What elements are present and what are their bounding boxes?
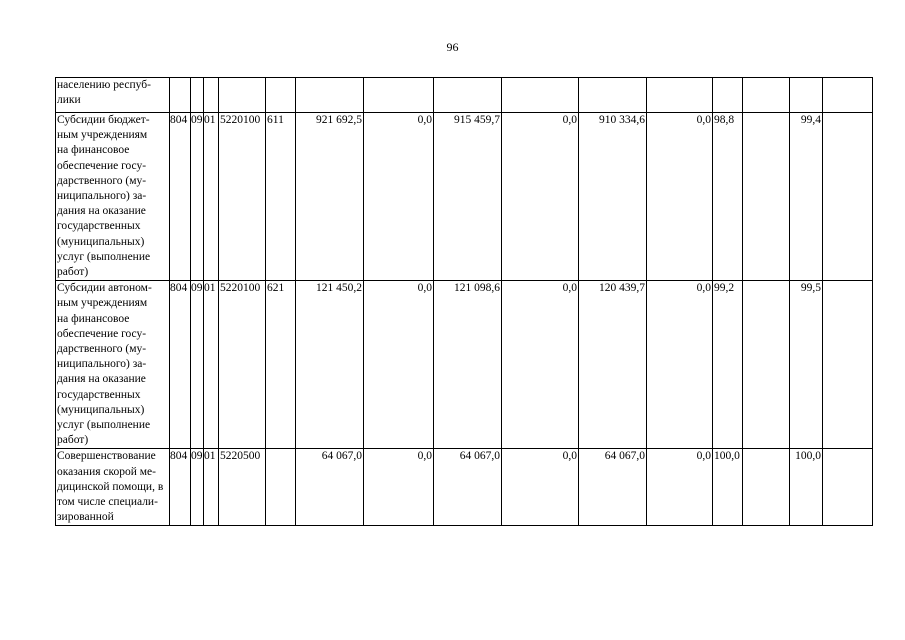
amount-actual-change-cell: 0,0 xyxy=(647,281,713,449)
amount-actual-cell: 910 334,6 xyxy=(579,113,647,281)
amount-actual-change-cell: 0,0 xyxy=(647,113,713,281)
percent-d-cell xyxy=(823,78,873,113)
table-row xyxy=(56,78,873,113)
amount-refined-change-cell xyxy=(502,78,579,113)
amount-plan-cell: 121 450,2 xyxy=(296,281,364,449)
amount-refined-change-cell: 0,0 xyxy=(502,449,579,526)
percent-b-cell xyxy=(743,281,790,449)
percent-c-cell: 100,0 xyxy=(790,449,823,526)
expense-type-code-cell: 611 xyxy=(266,113,296,281)
table-row xyxy=(56,281,873,449)
expense-type-code-cell: 621 xyxy=(266,281,296,449)
percent-a-cell: 99,2 xyxy=(713,281,743,449)
percent-d-cell xyxy=(823,113,873,281)
razdel-code-cell: 804 xyxy=(170,281,191,449)
amount-refined-change-cell: 0,0 xyxy=(502,113,579,281)
amount-actual-change-cell: 0,0 xyxy=(647,449,713,526)
percent-d-cell xyxy=(823,449,873,526)
amount-plan-cell xyxy=(296,78,364,113)
percent-b-cell xyxy=(743,113,790,281)
expense-type-code-cell xyxy=(266,78,296,113)
amount-plan-cell: 64 067,0 xyxy=(296,449,364,526)
sub-code-cell: 01 xyxy=(204,113,219,281)
podrazdel-code-cell: 09 xyxy=(191,281,204,449)
target-article-code-cell xyxy=(219,78,266,113)
percent-c-cell xyxy=(790,78,823,113)
target-article-code-cell: 5220500 xyxy=(219,449,266,526)
amount-plan-change-cell: 0,0 xyxy=(364,113,434,281)
razdel-code-cell: 804 xyxy=(170,449,191,526)
amount-refined-cell: 64 067,0 xyxy=(434,449,502,526)
budget-table xyxy=(55,77,873,526)
podrazdel-code-cell: 09 xyxy=(191,113,204,281)
target-article-code-cell: 5220100 xyxy=(219,281,266,449)
sub-code-cell: 01 xyxy=(204,281,219,449)
row-name-cell: Субсидии бюджет- ным учреждениям на финансовое обеспечение госу- дарственного (му- ниципального) за- дания на оказание государственных (муниципальных) услуг (выполнение работ) xyxy=(56,113,170,281)
amount-plan-cell: 921 692,5 xyxy=(296,113,364,281)
table-row xyxy=(56,449,873,526)
amount-actual-change-cell xyxy=(647,78,713,113)
amount-refined-cell: 915 459,7 xyxy=(434,113,502,281)
amount-actual-cell xyxy=(579,78,647,113)
percent-b-cell xyxy=(743,78,790,113)
row-name-cell: Субсидии автоном- ным учреждениям на финансовое обеспечение госу- дарственного (му- ниципального) за- дания на оказание государственных (муниципальных) услуг (выполнение работ) xyxy=(56,281,170,449)
razdel-code-cell: 804 xyxy=(170,113,191,281)
razdel-code-cell xyxy=(170,78,191,113)
podrazdel-code-cell xyxy=(191,78,204,113)
target-article-code-cell: 5220100 xyxy=(219,113,266,281)
amount-plan-change-cell: 0,0 xyxy=(364,449,434,526)
table-row xyxy=(56,113,873,281)
expense-type-code-cell xyxy=(266,449,296,526)
amount-refined-cell: 121 098,6 xyxy=(434,281,502,449)
amount-actual-cell: 120 439,7 xyxy=(579,281,647,449)
row-name-cell: Совершенствование оказания скорой ме- дицинской помощи, в том числе специали- зированной xyxy=(56,449,170,526)
row-name-cell: населению респуб- лики xyxy=(56,78,170,113)
amount-plan-change-cell xyxy=(364,78,434,113)
amount-plan-change-cell: 0,0 xyxy=(364,281,434,449)
amount-refined-change-cell: 0,0 xyxy=(502,281,579,449)
percent-a-cell xyxy=(713,78,743,113)
percent-d-cell xyxy=(823,281,873,449)
podrazdel-code-cell: 09 xyxy=(191,449,204,526)
amount-refined-cell xyxy=(434,78,502,113)
sub-code-cell: 01 xyxy=(204,449,219,526)
percent-c-cell: 99,4 xyxy=(790,113,823,281)
percent-c-cell: 99,5 xyxy=(790,281,823,449)
percent-b-cell xyxy=(743,449,790,526)
percent-a-cell: 98,8 xyxy=(713,113,743,281)
amount-actual-cell: 64 067,0 xyxy=(579,449,647,526)
sub-code-cell xyxy=(204,78,219,113)
percent-a-cell: 100,0 xyxy=(713,449,743,526)
page-number: 96 xyxy=(446,40,459,54)
